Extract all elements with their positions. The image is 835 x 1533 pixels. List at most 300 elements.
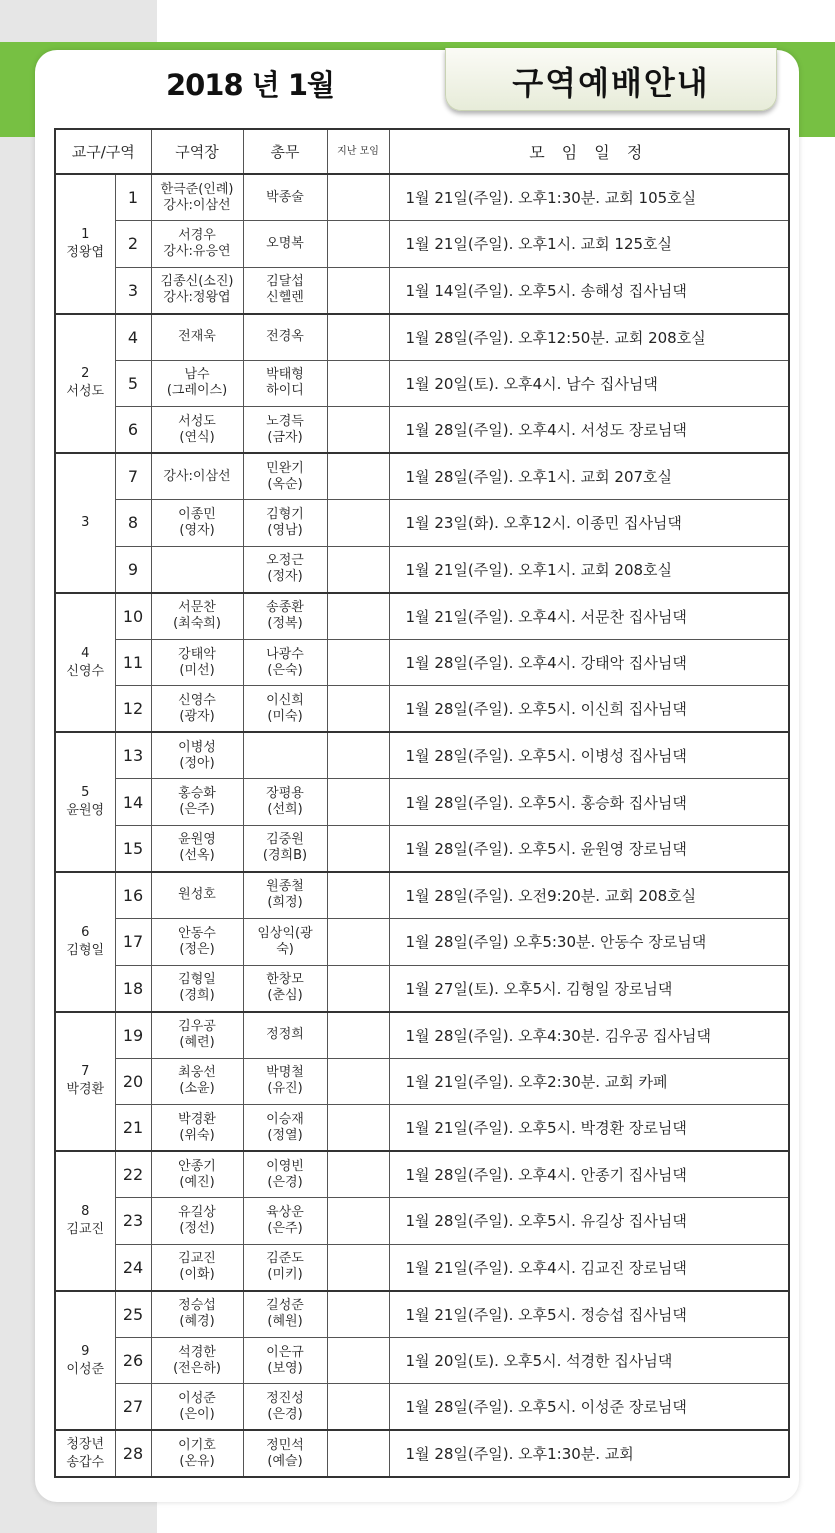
table-row xyxy=(55,1058,789,1105)
tab-title: 구역예배안내 xyxy=(512,64,710,102)
leader-line: 정승섭 xyxy=(178,1298,216,1314)
deacon-cell xyxy=(243,732,327,779)
group-number: 6 xyxy=(115,407,151,454)
district-line: 2 xyxy=(81,366,90,382)
table-row xyxy=(55,314,789,361)
group-number: 4 xyxy=(115,314,151,361)
past-meeting-cell xyxy=(327,732,389,779)
deacon-cell xyxy=(243,779,327,826)
group-number: 21 xyxy=(115,1105,151,1152)
past-meeting-cell xyxy=(327,1244,389,1291)
leader-cell xyxy=(151,779,243,826)
leader-cell xyxy=(151,1198,243,1245)
deacon-line: 이영빈 xyxy=(266,1158,304,1174)
col-header-deacon: 총무 xyxy=(243,129,327,174)
deacon-cell xyxy=(243,1384,327,1431)
leader-line: (온유) xyxy=(179,1453,215,1469)
group-number: 8 xyxy=(115,500,151,547)
leader-line: (예진) xyxy=(179,1174,215,1190)
table-row xyxy=(55,1337,789,1384)
deacon-line: (보영) xyxy=(267,1360,303,1376)
deacon-cell xyxy=(243,965,327,1012)
leader-cell xyxy=(151,1105,243,1152)
deacon-cell xyxy=(243,825,327,872)
group-number: 5 xyxy=(115,360,151,407)
past-meeting-cell xyxy=(327,221,389,268)
group-number: 2 xyxy=(115,221,151,268)
table-row xyxy=(55,1105,789,1152)
leader-line: 유길상 xyxy=(178,1204,216,1220)
schedule-cell: 1월 28일(주일). 오후1:30분. 교회 xyxy=(389,1430,789,1477)
page-title: 2018 년 1월 xyxy=(165,68,335,102)
col-header-leader: 구역장 xyxy=(151,129,243,174)
deacon-line: 신헬렌 xyxy=(266,290,304,306)
group-number: 1 xyxy=(115,174,151,221)
leader-cell xyxy=(151,1337,243,1384)
past-meeting-cell xyxy=(327,1105,389,1152)
leader-line: (정아) xyxy=(179,755,215,771)
table-row xyxy=(55,872,789,919)
leader-line: 이성준 xyxy=(178,1390,216,1406)
table-row xyxy=(55,407,789,454)
deacon-line: 민완기 xyxy=(266,460,304,476)
leader-line: 박경환 xyxy=(178,1111,216,1127)
group-number: 17 xyxy=(115,919,151,966)
district-line: 서성도 xyxy=(66,384,105,400)
deacon-line: (정복) xyxy=(267,616,303,632)
deacon-line: (예슬) xyxy=(267,1453,303,1469)
past-meeting-cell xyxy=(327,779,389,826)
past-meeting-cell xyxy=(327,919,389,966)
schedule-cell: 1월 28일(주일). 오후4:30분. 김우공 집사님댁 xyxy=(389,1012,789,1059)
leader-cell xyxy=(151,500,243,547)
deacon-line: (유진) xyxy=(267,1081,303,1097)
deacon-cell xyxy=(243,1012,327,1059)
district-line: 청장년 xyxy=(66,1436,105,1452)
schedule-table xyxy=(54,128,790,1478)
leader-cell xyxy=(151,453,243,500)
col-header-schedule: 모 임 일 정 xyxy=(389,129,789,174)
leader-cell xyxy=(151,639,243,686)
schedule-cell: 1월 28일(주일). 오후4시. 강태악 집사님댁 xyxy=(389,639,789,686)
leader-line: 안동수 xyxy=(178,925,216,941)
deacon-line: 하이디 xyxy=(266,383,304,399)
district-cell xyxy=(55,1012,115,1152)
leader-line: (은주) xyxy=(179,802,215,818)
leader-line: 강태악 xyxy=(178,646,216,662)
past-meeting-cell xyxy=(327,360,389,407)
deacon-cell xyxy=(243,872,327,919)
group-number: 27 xyxy=(115,1384,151,1431)
leader-line: 김교진 xyxy=(178,1251,216,1267)
deacon-line: (미숙) xyxy=(267,708,303,724)
deacon-line: 김중원 xyxy=(266,832,304,848)
deacon-line: 박명철 xyxy=(266,1065,304,1081)
leader-cell xyxy=(151,825,243,872)
table-row xyxy=(55,1384,789,1431)
group-number: 22 xyxy=(115,1151,151,1198)
past-meeting-cell xyxy=(327,546,389,593)
deacon-line: 오정근 xyxy=(266,553,304,569)
deacon-line: 길성준 xyxy=(266,1298,304,1314)
deacon-line: 숙) xyxy=(276,941,294,957)
district-line: 정왕엽 xyxy=(66,244,105,260)
district-cell xyxy=(55,453,115,593)
leader-line: 강사:이삼선 xyxy=(163,197,231,213)
leader-line: (광자) xyxy=(179,708,215,724)
leader-line: (이화) xyxy=(179,1267,215,1283)
past-meeting-cell xyxy=(327,1384,389,1431)
leader-cell xyxy=(151,1291,243,1338)
deacon-line: 육상운 xyxy=(266,1204,304,1220)
district-line: 1 xyxy=(81,226,90,242)
group-number: 26 xyxy=(115,1337,151,1384)
title-tab xyxy=(445,48,777,111)
group-number: 25 xyxy=(115,1291,151,1338)
deacon-line: (은경) xyxy=(267,1174,303,1190)
deacon-line: 정정희 xyxy=(266,1027,304,1043)
leader-cell xyxy=(151,872,243,919)
table-row xyxy=(55,686,789,733)
deacon-line: 정민석 xyxy=(266,1437,304,1453)
group-number: 9 xyxy=(115,546,151,593)
table-row xyxy=(55,732,789,779)
leader-line: 안종기 xyxy=(178,1158,216,1174)
deacon-line: 김준도 xyxy=(266,1251,304,1267)
col-header-district: 교구/구역 xyxy=(55,129,151,174)
deacon-cell xyxy=(243,1337,327,1384)
deacon-line: 박태형 xyxy=(266,367,304,383)
district-line: 5 xyxy=(81,785,90,801)
deacon-line: 노경득 xyxy=(266,413,304,429)
leader-cell xyxy=(151,546,243,593)
deacon-line: (영남) xyxy=(267,522,303,538)
leader-line: 윤원영 xyxy=(178,832,216,848)
district-cell xyxy=(55,872,115,1012)
deacon-line: (미키) xyxy=(267,1267,303,1283)
leader-line: (경희) xyxy=(179,988,215,1004)
district-cell xyxy=(55,732,115,872)
district-cell xyxy=(55,1430,115,1477)
district-line: 윤원영 xyxy=(66,803,105,819)
deacon-cell xyxy=(243,639,327,686)
deacon-line: (춘심) xyxy=(267,988,303,1004)
deacon-line: 송종환 xyxy=(266,600,304,616)
schedule-cell: 1월 21일(주일). 오후1시. 교회 208호실 xyxy=(389,546,789,593)
group-number: 23 xyxy=(115,1198,151,1245)
past-meeting-cell xyxy=(327,1058,389,1105)
deacon-cell xyxy=(243,360,327,407)
leader-line: 이종민 xyxy=(178,506,216,522)
schedule-cell: 1월 28일(주일). 오후12:50분. 교회 208호실 xyxy=(389,314,789,361)
deacon-cell xyxy=(243,174,327,221)
deacon-line: (정열) xyxy=(267,1127,303,1143)
leader-line: (소윤) xyxy=(179,1081,215,1097)
table-row xyxy=(55,360,789,407)
deacon-cell xyxy=(243,1198,327,1245)
deacon-cell xyxy=(243,453,327,500)
group-number: 13 xyxy=(115,732,151,779)
leader-cell xyxy=(151,919,243,966)
leader-cell xyxy=(151,221,243,268)
past-meeting-cell xyxy=(327,1198,389,1245)
deacon-line: 이승재 xyxy=(266,1111,304,1127)
deacon-line: 김형기 xyxy=(266,506,304,522)
leader-cell xyxy=(151,1384,243,1431)
leader-cell xyxy=(151,314,243,361)
deacon-cell xyxy=(243,314,327,361)
deacon-line: (은경) xyxy=(267,1406,303,1422)
group-number: 24 xyxy=(115,1244,151,1291)
schedule-cell: 1월 20일(토). 오후5시. 석경한 집사님댁 xyxy=(389,1337,789,1384)
table-row xyxy=(55,1151,789,1198)
past-meeting-cell xyxy=(327,593,389,640)
leader-line: 남수 xyxy=(184,367,210,383)
deacon-line: (희정) xyxy=(267,895,303,911)
table-row xyxy=(55,221,789,268)
schedule-cell: 1월 28일(주일). 오후5시. 이병성 집사님댁 xyxy=(389,732,789,779)
past-meeting-cell xyxy=(327,686,389,733)
deacon-cell xyxy=(243,593,327,640)
deacon-line: 이은규 xyxy=(266,1344,304,1360)
leader-line: 김종신(소진) xyxy=(160,274,234,290)
group-number: 28 xyxy=(115,1430,151,1477)
deacon-cell xyxy=(243,1430,327,1477)
district-cell xyxy=(55,1151,115,1291)
deacon-line: 장평용 xyxy=(266,786,304,802)
deacon-cell xyxy=(243,1291,327,1338)
district-line: 3 xyxy=(81,514,90,530)
schedule-cell: 1월 21일(주일). 오후1:30분. 교회 105호실 xyxy=(389,174,789,221)
past-meeting-cell xyxy=(327,1291,389,1338)
deacon-cell xyxy=(243,546,327,593)
table-row xyxy=(55,267,789,314)
leader-line: (혜련) xyxy=(179,1035,215,1051)
district-cell xyxy=(55,593,115,733)
schedule-cell: 1월 28일(주일). 오후5시. 유길상 집사님댁 xyxy=(389,1198,789,1245)
deacon-line: 박종술 xyxy=(266,189,304,205)
schedule-body xyxy=(55,174,789,1477)
leader-cell xyxy=(151,267,243,314)
table-row xyxy=(55,1244,789,1291)
deacon-line: (선희) xyxy=(267,802,303,818)
deacon-line: (혜원) xyxy=(267,1314,303,1330)
district-line: 8 xyxy=(81,1203,90,1219)
deacon-line: (정자) xyxy=(267,569,303,585)
schedule-cell: 1월 21일(주일). 오후4시. 김교진 장로님댁 xyxy=(389,1244,789,1291)
group-number: 20 xyxy=(115,1058,151,1105)
district-cell xyxy=(55,314,115,454)
leader-line: 신영수 xyxy=(178,692,216,708)
deacon-line: 원종철 xyxy=(266,879,304,895)
leader-line: (정선) xyxy=(179,1220,215,1236)
past-meeting-cell xyxy=(327,174,389,221)
leader-line: 한극준(인례) xyxy=(160,181,234,197)
leader-line: (최숙희) xyxy=(173,616,221,632)
leader-line: (혜경) xyxy=(179,1314,215,1330)
leader-line: 최웅선 xyxy=(178,1065,216,1081)
leader-line: 서문찬 xyxy=(178,600,216,616)
district-line: 이성준 xyxy=(66,1361,105,1377)
deacon-line: 전경옥 xyxy=(266,329,304,345)
deacon-line: 나광수 xyxy=(266,646,304,662)
schedule-cell: 1월 21일(주일). 오후4시. 서문찬 집사님댁 xyxy=(389,593,789,640)
table-row xyxy=(55,919,789,966)
leader-cell xyxy=(151,686,243,733)
deacon-cell xyxy=(243,221,327,268)
schedule-cell: 1월 27일(토). 오후5시. 김형일 장로님댁 xyxy=(389,965,789,1012)
leader-line: 강사:유응연 xyxy=(163,243,231,259)
deacon-cell xyxy=(243,1105,327,1152)
group-number: 16 xyxy=(115,872,151,919)
district-line: 9 xyxy=(81,1343,90,1359)
header-row xyxy=(55,129,789,174)
past-meeting-cell xyxy=(327,314,389,361)
schedule-cell: 1월 23일(화). 오후12시. 이종민 집사님댁 xyxy=(389,500,789,547)
schedule-cell: 1월 28일(주일). 오후4시. 안종기 집사님댁 xyxy=(389,1151,789,1198)
leader-cell xyxy=(151,1244,243,1291)
district-line: 송갑수 xyxy=(66,1454,105,1470)
schedule-cell: 1월 28일(주일). 오전9:20분. 교회 208호실 xyxy=(389,872,789,919)
leader-line: (은이) xyxy=(179,1406,215,1422)
table-row xyxy=(55,174,789,221)
past-meeting-cell xyxy=(327,267,389,314)
table-row xyxy=(55,965,789,1012)
past-meeting-cell xyxy=(327,1430,389,1477)
leader-line: 김형일 xyxy=(178,972,216,988)
leader-line: (위숙) xyxy=(179,1127,215,1143)
leader-cell xyxy=(151,174,243,221)
leader-cell xyxy=(151,593,243,640)
past-meeting-cell xyxy=(327,500,389,547)
deacon-cell xyxy=(243,407,327,454)
deacon-line: (옥순) xyxy=(267,476,303,492)
group-number: 7 xyxy=(115,453,151,500)
group-number: 12 xyxy=(115,686,151,733)
district-line: 6 xyxy=(81,924,90,940)
table-row xyxy=(55,1198,789,1245)
schedule-cell: 1월 21일(주일). 오후2:30분. 교회 카페 xyxy=(389,1058,789,1105)
table-row xyxy=(55,825,789,872)
leader-line: (연식) xyxy=(179,429,215,445)
table-row xyxy=(55,1430,789,1477)
leader-line: (영자) xyxy=(179,522,215,538)
district-line: 김형일 xyxy=(66,942,105,958)
district-line: 박경환 xyxy=(66,1082,105,1098)
schedule-cell: 1월 21일(주일). 오후5시. 박경환 장로님댁 xyxy=(389,1105,789,1152)
leader-cell xyxy=(151,732,243,779)
leader-line: 이병성 xyxy=(178,739,216,755)
group-number: 19 xyxy=(115,1012,151,1059)
deacon-cell xyxy=(243,500,327,547)
deacon-line: 정진성 xyxy=(266,1390,304,1406)
past-meeting-cell xyxy=(327,872,389,919)
leader-line: 홍승화 xyxy=(178,786,216,802)
district-line: 7 xyxy=(81,1064,90,1080)
deacon-cell xyxy=(243,686,327,733)
deacon-line: (은숙) xyxy=(267,662,303,678)
deacon-line: (은주) xyxy=(267,1220,303,1236)
schedule-cell: 1월 28일(주일). 오후5시. 홍승화 집사님댁 xyxy=(389,779,789,826)
leader-line: 강사:정왕엽 xyxy=(163,290,231,306)
leader-line: 석경한 xyxy=(178,1344,216,1360)
deacon-line: 이신희 xyxy=(266,692,304,708)
schedule-cell: 1월 21일(주일). 오후5시. 정승섭 집사님댁 xyxy=(389,1291,789,1338)
leader-line: (선옥) xyxy=(179,848,215,864)
deacon-cell xyxy=(243,1244,327,1291)
group-number: 14 xyxy=(115,779,151,826)
group-number: 10 xyxy=(115,593,151,640)
leader-line: (정은) xyxy=(179,941,215,957)
past-meeting-cell xyxy=(327,1151,389,1198)
schedule-cell: 1월 21일(주일). 오후1시. 교회 125호실 xyxy=(389,221,789,268)
leader-line: (미선) xyxy=(179,662,215,678)
leader-line: 이기호 xyxy=(178,1437,216,1453)
schedule-cell: 1월 28일(주일). 오후5시. 이성준 장로님댁 xyxy=(389,1384,789,1431)
schedule-cell: 1월 28일(주일). 오후4시. 서성도 장로님댁 xyxy=(389,407,789,454)
leader-cell xyxy=(151,965,243,1012)
past-meeting-cell xyxy=(327,1012,389,1059)
leader-cell xyxy=(151,1012,243,1059)
schedule-cell: 1월 14일(주일). 오후5시. 송해성 집사님댁 xyxy=(389,267,789,314)
group-number: 18 xyxy=(115,965,151,1012)
group-number: 3 xyxy=(115,267,151,314)
table-row xyxy=(55,1291,789,1338)
deacon-line: 임상익(광 xyxy=(257,925,313,941)
leader-line: 원성호 xyxy=(178,887,216,903)
schedule-cell: 1월 28일(주일). 오후5시. 이신희 집사님댁 xyxy=(389,686,789,733)
district-line: 김교진 xyxy=(66,1221,105,1237)
schedule-cell: 1월 28일(주일) 오후5:30분. 안동수 장로님댁 xyxy=(389,919,789,966)
table-row xyxy=(55,779,789,826)
deacon-line: (경희B) xyxy=(262,848,308,864)
table-row xyxy=(55,639,789,686)
deacon-cell xyxy=(243,267,327,314)
past-meeting-cell xyxy=(327,639,389,686)
leader-cell xyxy=(151,1430,243,1477)
table-row xyxy=(55,546,789,593)
schedule-cell: 1월 28일(주일). 오후1시. 교회 207호실 xyxy=(389,453,789,500)
group-number: 11 xyxy=(115,639,151,686)
deacon-line: 김달섭 xyxy=(266,274,304,290)
district-cell xyxy=(55,174,115,314)
schedule-cell: 1월 28일(주일). 오후5시. 윤원영 장로님댁 xyxy=(389,825,789,872)
deacon-line: 한창모 xyxy=(266,972,304,988)
deacon-line: (금자) xyxy=(267,429,303,445)
past-meeting-cell xyxy=(327,1337,389,1384)
district-line: 신영수 xyxy=(66,663,105,679)
leader-line: 전재욱 xyxy=(178,329,216,345)
schedule-cell: 1월 20일(토). 오후4시. 남수 집사님댁 xyxy=(389,360,789,407)
past-meeting-cell xyxy=(327,825,389,872)
group-number: 15 xyxy=(115,825,151,872)
deacon-cell xyxy=(243,1151,327,1198)
leader-cell xyxy=(151,407,243,454)
col-header-past-meeting: 지난 모임 xyxy=(327,129,389,174)
deacon-cell xyxy=(243,1058,327,1105)
leader-cell xyxy=(151,360,243,407)
past-meeting-cell xyxy=(327,407,389,454)
leader-line: (그레이스) xyxy=(166,383,228,399)
past-meeting-cell xyxy=(327,965,389,1012)
table-row xyxy=(55,593,789,640)
deacon-line: 오명복 xyxy=(266,235,304,251)
leader-cell xyxy=(151,1058,243,1105)
deacon-cell xyxy=(243,919,327,966)
table-row xyxy=(55,1012,789,1059)
district-cell xyxy=(55,1291,115,1431)
leader-line: 서경우 xyxy=(178,227,216,243)
